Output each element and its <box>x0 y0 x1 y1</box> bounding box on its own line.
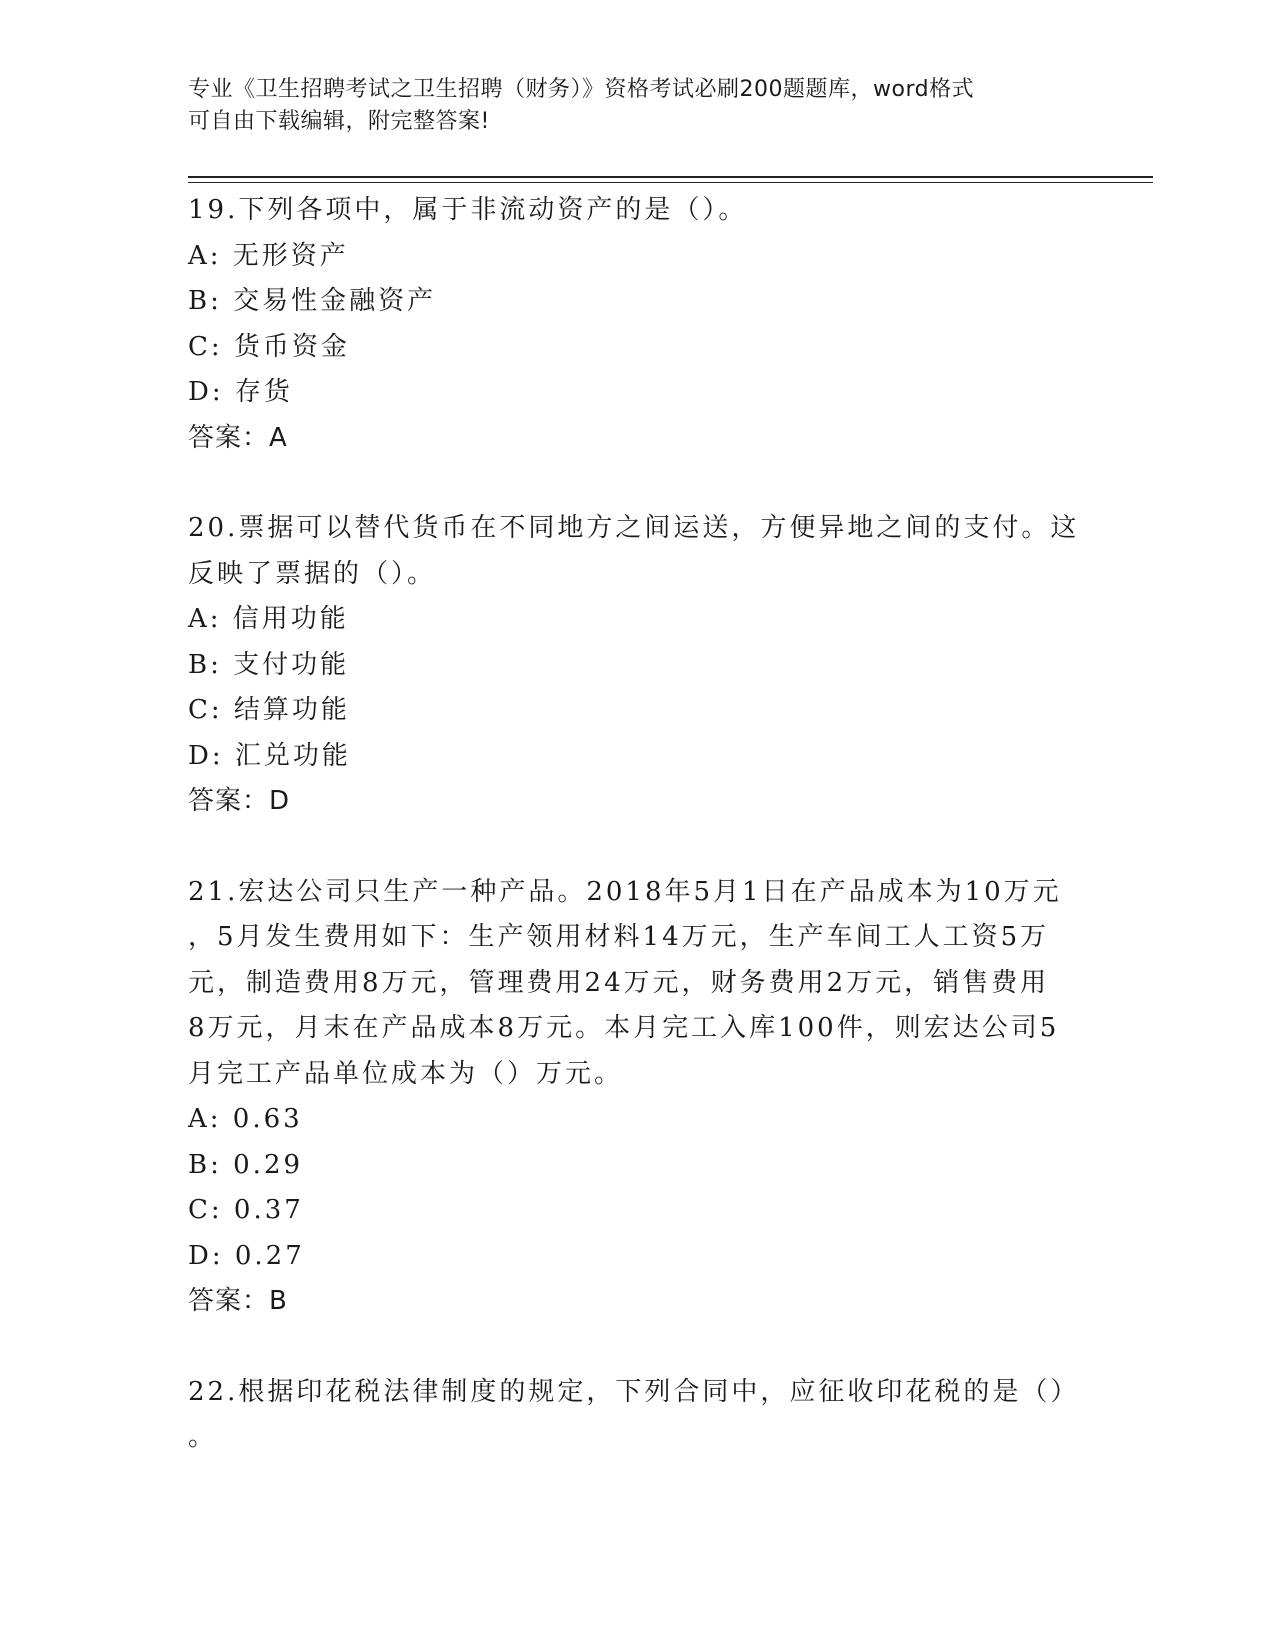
question-text: 20.票据可以替代货币在不同地方之间运送，方便异地之间的支付。这 <box>188 513 1080 543</box>
header-divider-thick <box>188 176 1153 178</box>
header-line-1: 专业《卫生招聘考试之卫生招聘（财务）》资格考试必刷200题题库，word格式 <box>188 77 975 102</box>
question-20 <box>188 506 1088 825</box>
header-line-2: 可自由下载编辑，附完整答案! <box>188 109 490 134</box>
option-b: B: 0.29 <box>188 1149 304 1180</box>
question-text-cont: ，5月发生费用如下：生产领用材料14万元，生产车间工人工资5万 <box>188 922 1050 952</box>
option-b: B: 交易性金融资产 <box>188 286 437 316</box>
spacer <box>188 1325 1088 1370</box>
option-c: C: 结算功能 <box>188 695 350 725</box>
option-c: C: 0.37 <box>188 1195 304 1225</box>
answer: 答案：D <box>188 786 291 816</box>
option-a: A: 0.63 <box>188 1104 303 1134</box>
question-text-cont: 8万元，月末在产品成本8万元。本月完工入库100件，则宏达公司5 <box>188 1013 1060 1043</box>
question-text-cont: 反映了票据的（）。 <box>188 558 437 589</box>
option-b: B: 支付功能 <box>188 649 350 680</box>
question-text-cont: 。 <box>188 1422 218 1452</box>
document-header <box>188 74 1068 138</box>
option-a: A: 无形资产 <box>188 240 349 271</box>
option-a: A: 信用功能 <box>188 604 349 634</box>
question-21 <box>188 870 1088 1325</box>
option-d: D: 0.27 <box>188 1240 305 1271</box>
question-22 <box>188 1370 1088 1461</box>
option-d: D: 汇兑功能 <box>188 740 351 771</box>
header-divider-thin <box>188 182 1153 183</box>
question-list <box>188 188 1088 1461</box>
option-c: C: 货币资金 <box>188 331 350 362</box>
spacer <box>188 461 1088 506</box>
question-text: 22.根据印花税法律制度的规定，下列合同中，应征收印花税的是（） <box>188 1376 1080 1407</box>
question-text: 21.宏达公司只生产一种产品。2018年5月1日在产品成本为10万元 <box>188 876 1062 907</box>
answer: 答案：A <box>188 422 288 453</box>
answer: 答案：B <box>188 1286 288 1316</box>
question-text-cont: 月完工产品单位成本为（）万元。 <box>188 1058 624 1089</box>
question-text-cont: 元，制造费用8万元，管理费用24万元，财务费用2万元，销售费用 <box>188 967 1050 998</box>
spacer <box>188 825 1088 870</box>
question-19 <box>188 188 1088 461</box>
option-d: D: 存货 <box>188 377 293 407</box>
question-text: 19.下列各项中，属于非流动资产的是（）。 <box>188 195 748 225</box>
